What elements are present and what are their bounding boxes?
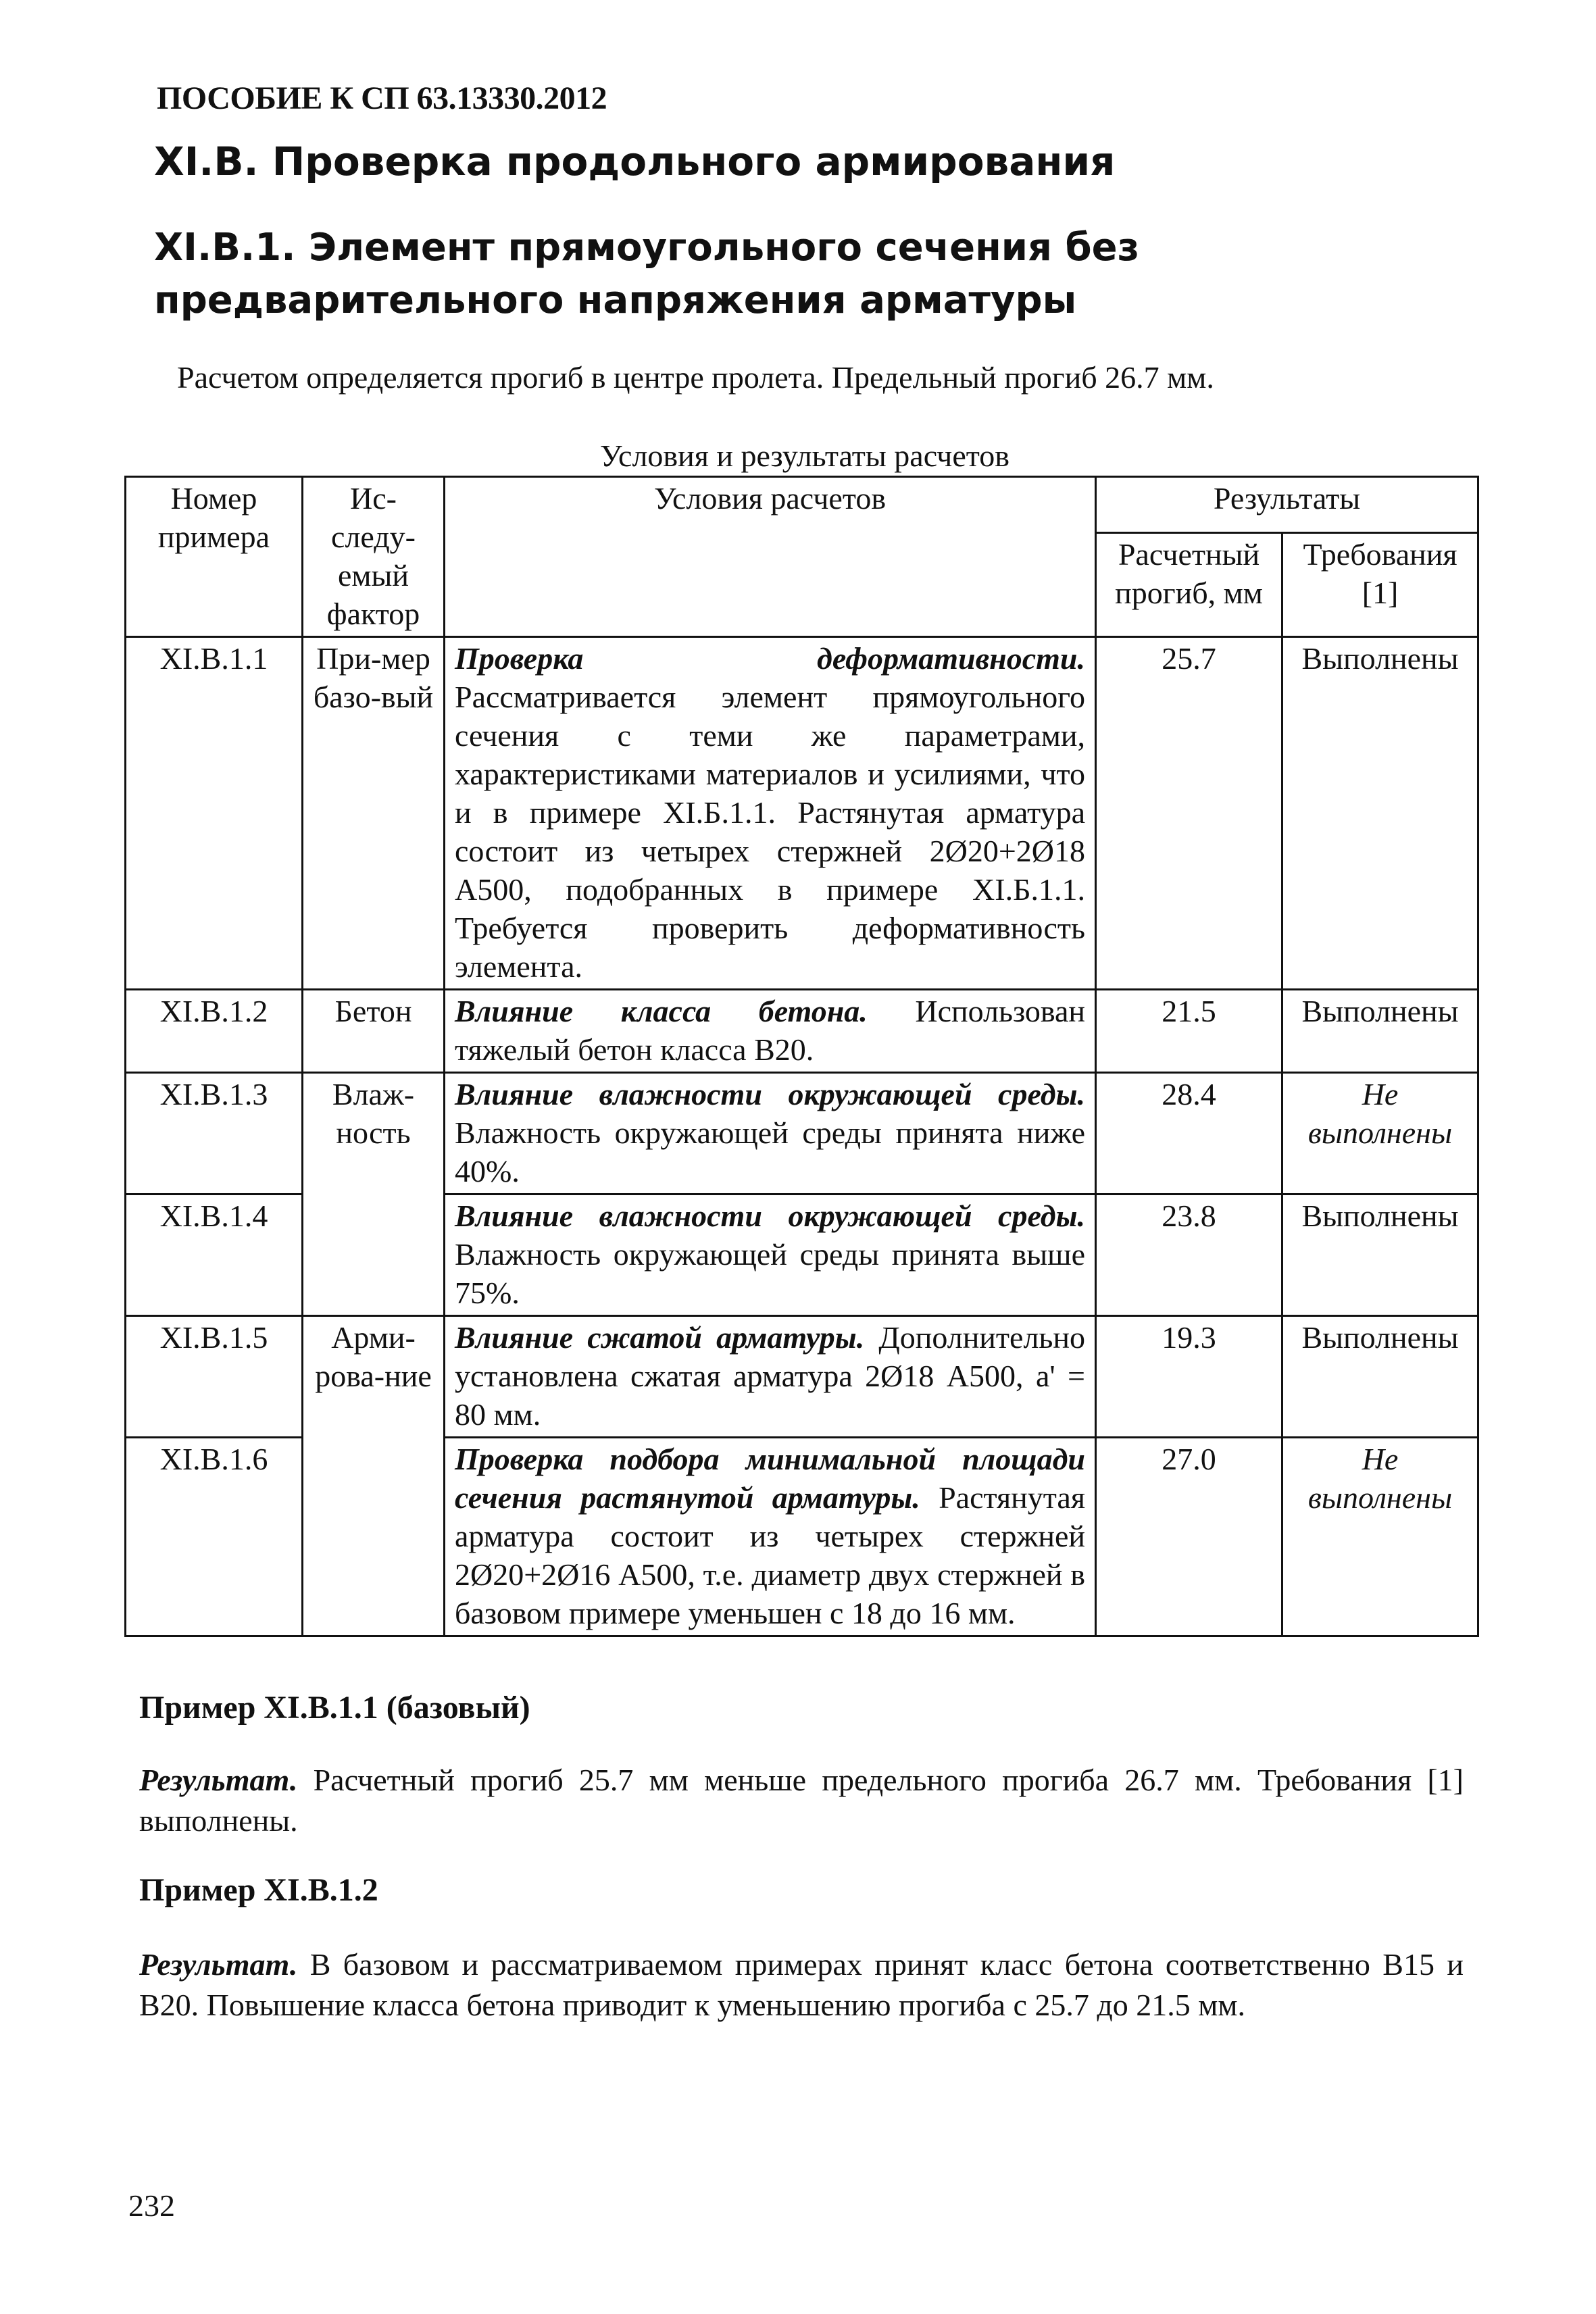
row-conditions-lead: Влияние класса бетона. (455, 994, 868, 1028)
row-conditions (445, 1438, 1096, 1636)
row-deflection: 23.8 (1096, 1194, 1282, 1316)
row-conditions (445, 990, 1096, 1073)
row-deflection: 25.7 (1096, 637, 1282, 990)
header-number: Номер примера (126, 477, 303, 637)
header-requirements: Требования [1] (1282, 532, 1478, 636)
row-factor: Арми-рова-ние (303, 1316, 445, 1636)
row-number: XI.B.1.5 (126, 1316, 303, 1438)
subsection-title: XI.B.1. Элемент прямоугольного сечения без предварительного напряжения арматуры (154, 226, 1140, 322)
row-requirement: Не выполнены (1282, 1438, 1478, 1636)
table-header-row (126, 477, 1478, 533)
example-heading: Пример XI.B.1.2 (139, 1872, 378, 1908)
row-conditions-lead: Влияние влажности окружающей среды. (455, 1199, 1085, 1233)
intro-text: Расчетом определяется прогиб в центре пролета. Предельный прогиб 26.7 мм. (177, 360, 1214, 395)
example-result (139, 1760, 1464, 1841)
row-deflection: 19.3 (1096, 1316, 1282, 1438)
table-row (126, 1316, 1478, 1438)
running-header: ПОСОБИЕ К СП 63.13330.2012 (157, 80, 607, 116)
row-requirement: Выполнены (1282, 1316, 1478, 1438)
row-factor: При-мер базо-вый (303, 637, 445, 990)
row-conditions (445, 1073, 1096, 1194)
header-deflection: Расчетный прогиб, мм (1096, 532, 1282, 636)
row-number: XI.B.1.6 (126, 1438, 303, 1636)
row-requirement: Выполнены (1282, 1194, 1478, 1316)
table-row (126, 637, 1478, 990)
row-conditions (445, 1194, 1096, 1316)
row-conditions-lead: Проверка подбора минимальной площади сечения растянутой арматуры. (455, 1442, 1085, 1515)
example-heading: Пример XI.B.1.1 (базовый) (139, 1690, 530, 1726)
row-conditions-text: Влажность окружающей среды принята ниже 40%. (455, 1115, 1085, 1188)
row-conditions-text: Рассматривается элемент прямоугольного сечения с теми же параметрами, характеристиками материалов и усилиями, что и в примере XI.Б.1.1. Растянутая арматура состоит из четырех стержней 2Ø20+2Ø18 А500, подобранных в примере XI.Б.1.1. Требуется проверить деформативность элемента. (455, 680, 1085, 984)
result-text: Расчетный прогиб 25.7 мм меньше предельного прогиба 26.7 мм. Требования [1] выполнены. (139, 1763, 1464, 1838)
row-number: XI.B.1.2 (126, 990, 303, 1073)
row-number: XI.B.1.3 (126, 1073, 303, 1194)
header-results: Результаты (1096, 477, 1478, 533)
header-conditions: Условия расчетов (445, 477, 1096, 637)
row-requirement: Выполнены (1282, 637, 1478, 990)
table-row (126, 990, 1478, 1073)
row-requirement: Не выполнены (1282, 1073, 1478, 1194)
table-row (126, 1073, 1478, 1194)
result-lead: Результат. (139, 1947, 298, 1982)
row-conditions (445, 637, 1096, 990)
page-number: 232 (128, 2188, 175, 2223)
results-table (124, 476, 1479, 1637)
row-factor: Влаж-ность (303, 1073, 445, 1316)
row-conditions-text: Растянутая арматура состоит из четырех стержней 2Ø20+2Ø16 А500, т.е. диаметр двух стержней в базовом примере уменьшен с 18 до 16 мм. (455, 1480, 1085, 1630)
row-number: XI.B.1.4 (126, 1194, 303, 1316)
row-conditions (445, 1316, 1096, 1438)
header-factor: Ис-следу-емый фактор (303, 477, 445, 637)
row-conditions-lead: Влияние сжатой арматуры. (455, 1320, 865, 1355)
row-deflection: 21.5 (1096, 990, 1282, 1073)
row-deflection: 27.0 (1096, 1438, 1282, 1636)
row-conditions-text: Влажность окружающей среды принята выше 75%. (455, 1237, 1085, 1310)
row-conditions-lead: Влияние влажности окружающей среды. (455, 1077, 1085, 1111)
section-title: XI.B. Проверка продольного армирования (154, 139, 1116, 184)
table-caption: Условия и результаты расчетов (600, 438, 1009, 473)
row-conditions-text: Использован тяжелый бетон класса B20. (455, 994, 1085, 1067)
row-conditions-text: Дополнительно установлена сжатая арматура 2Ø18 А500, a' = 80 мм. (455, 1320, 1085, 1432)
row-factor: Бетон (303, 990, 445, 1073)
result-lead: Результат. (139, 1763, 298, 1797)
result-text: В базовом и рассматриваемом примерах принят класс бетона соответственно B15 и B20. Повышение класса бетона приводит к уменьшению прогиба с 25.7 до 21.5 мм. (139, 1947, 1464, 2022)
example-result (139, 1944, 1464, 2026)
row-conditions-lead: Проверка деформативности. (455, 641, 1085, 676)
row-number: XI.B.1.1 (126, 637, 303, 990)
row-deflection: 28.4 (1096, 1073, 1282, 1194)
row-requirement: Выполнены (1282, 990, 1478, 1073)
